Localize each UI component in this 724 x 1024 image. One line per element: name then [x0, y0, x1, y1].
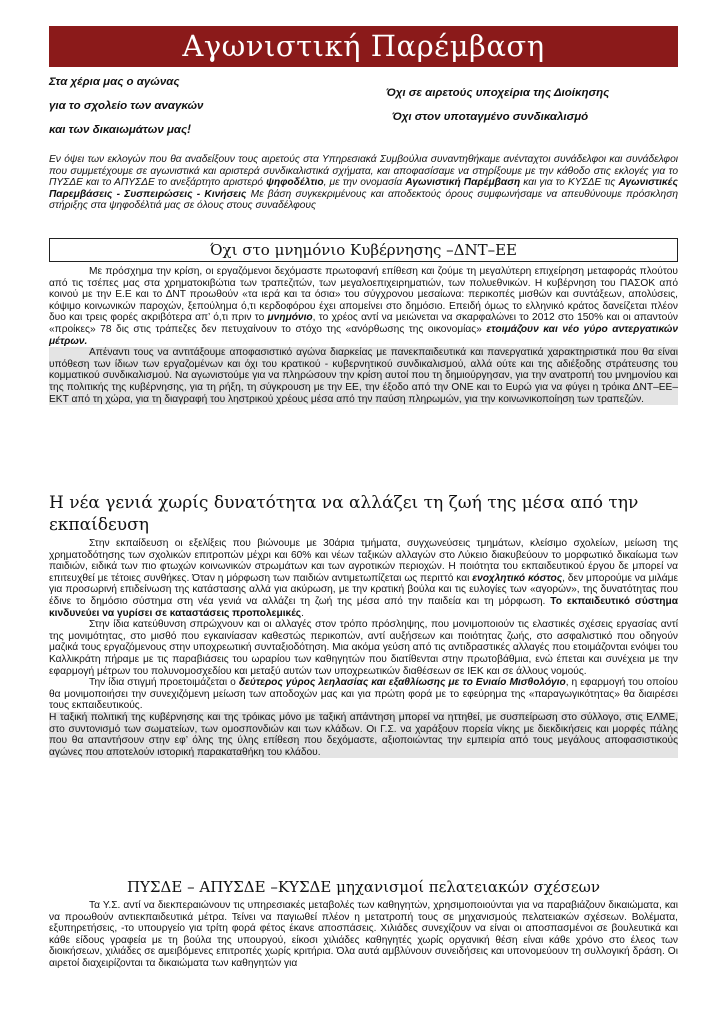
paragraph: Απέναντι τους να αντιτάξουμε αποφασιστικό αγώνα διαρκείας με πανεκπαιδευτικά και πανεργατικά χαρακτηριστικά που θα είναι υπόθεση των ίδιων των εργαζομένων και όχι του κρατικού - κυβερνητικού συνδικαλισμού, αλλά ούτε και της αδιέξοδης στράτευσης του κομματικού συνδικαλισμού. Να αγωνιστούμε για να πληρώσουν την κρίση αυτοί που τη δημιούργησαν, για την ανατροπή του μνημονίου και της πολιτικής της κυβέρνησης, για τη ρήξη, τη σύγκρουση με την ΕΕ, την έξοδο από την ΟΝΕ και το Ευρώ για να φύγει η τρόικα ΔΝΤ–ΕΕ–ΕΚΤ από τη χώρα, για τη διαγραφή του ληστρικού χρέους μέσα από την παύση πληρωμών, για την κοινωνικοποίηση των τραπεζών. [49, 347, 678, 405]
slogan-left [49, 70, 349, 142]
slogan-line: Όχι σε αιρετούς υποχείρια της Διοίκησης [386, 87, 610, 99]
slogan-line: Όχι στον υποταγμένο συνδικαλισμό [392, 111, 589, 123]
section-body-councils [49, 900, 678, 970]
slogan-right [386, 81, 686, 129]
slogan-line: Στα χέρια μας ο αγώνας [49, 76, 180, 88]
section-body-education [49, 538, 678, 758]
section-title-memorandum: Όχι στο μνημόνιο Κυβέρνησης –ΔΝΤ–ΕΕ [49, 238, 678, 262]
masthead-title: Αγωνιστική Παρέμβαση [49, 26, 678, 67]
paragraph: Την ίδια στιγμή προετοιμάζεται ο δεύτερος γύρος λεηλασίας και εξαθλίωσης με το Ενιαίο Μισθολόγιο, η εφαρμογή του οποίου θα μονιμοποιήσει την συνεχιζόμενη μείωση των αποδοχών μας και για πρώτη φορά με το εφεύρημα της «παραγωγικότητας» θα διαιρέσει τους εκπαιδευτικούς. [49, 677, 678, 712]
paragraph: Στην εκπαίδευση οι εξελίξεις που βιώνουμε με 30άρια τμήματα, συγχωνεύσεις τμημάτων, κλείσιμο σχολείων, μείωση της χρηματοδότησης των σχολικών επιτροπών μέχρι και 60% και νέων ταξικών αλλαγών στο Λύκειο διακυβεύουν το μορφωτικό δικαίωμα των παιδιών, ειδικά των πιο φτωχών κοινωνικών στρωμάτων και των αγροτικών περιοχών. Η ποιότητα του εκπαιδευτικού έργου δε μπορεί να επιτευχθεί με τέτοιες συνθήκες. Όταν η μόρφωση των παιδιών αντιμετωπίζεται ως περιττό και ενοχλητικό κόστος, δεν μπορούμε να μιλάμε για προσωρινή επιδείνωση της κατάστασης αλλά για ακύρωση, με την κρατική βούλα και τις ευλογίες των «αγορών», της δυνατότητας που έδινε το δημόσιο σύστημα στη νέα γενιά να αλλάζει τη ζωή της μέσα από την παιδεία και τη μόρφωση. Το εκπαιδευτικό σύστημα κινδυνεύει να γυρίσει σε καταστάσεις προπολεμικές. [49, 538, 678, 619]
paragraph: Στην ίδια κατεύθυνση σπρώχνουν και οι αλλαγές στον τρόπο πρόσληψης, που μονιμοποιούν τις ελαστικές σχέσεις εργασίας αντί της μονιμότητας, στο μισθό που εγκαινίασαν καθεστώς περικοπών, αντί αυξήσεων και ποιότητας ζωής, στο ασφαλιστικό που οδηγούν μαζικά τους εργαζόμενους στην υποχρεωτική συνταξιοδότηση. Μια ακόμα γεύση από τις αντιδραστικές αλλαγές που ετοιμάζονται ενόψει του Καλλικράτη πήραμε με τις παραβιάσεις του ωραρίου των καθηγητών που διατίθενται στην πρωτοβάθμια, ενώ έπεται και συνέχεια με την εφαρμογή μέτρων του πολυνομοσχεδίου και μεταξύ αυτών των υποχρεωτικών διαθέσεων σε ΙΕΚ και σε άλλους νομούς. [49, 619, 678, 677]
slogan-line: και των δικαιωμάτων μας! [49, 124, 191, 136]
slogan-line: για το σχολείο των αναγκών [49, 100, 204, 112]
paragraph: Με πρόσχημα την κρίση, οι εργαζόμενοι δεχόμαστε πρωτοφανή επίθεση και ζούμε τη μεγαλύτερη επιχείρηση μεταφοράς πλούτου από τις τσέπες μας στα χρηματοκιβώτια των τραπεζιτών, των μεγαλοεπιχειρηματιών, των πολυεθνικών. Η κυβέρνηση του ΠΑΣΟΚ από κοινού με την Ε.Ε και το ΔΝΤ προωθούν «τα ιερά και τα όσια» του σύγχρονου μεσαίωνα: περικοπές μισθών και συντάξεων, απολύσεις, κόψιμο κοινωνικών παροχών, ξεπούλημα ό,τι κερδοφόρου έχει απομείνει στο δημόσιο. Επειδή όμως το ελληνικό κράτος δανείζεται πλέον δυο και τρεις φορές ακριβότερα απ’ ό,τι πριν το μνημόνιο, το χρέος αντί να μειώνεται να σκαρφαλώνει το 2012 στο 150% και οι απαντούν «προίκες» 78 δις στις τράπεζες δεν πετυχαίνουν το στόχο της «ανόρθωσης της οικονομίας» ετοιμάζουν και νέο γύρο αντεργατικών μέτρων. [49, 266, 678, 347]
section-title-education: Η νέα γενιά χωρίς δυνατότητα να αλλάζει τη ζωή της μέσα από την εκπαίδευση [49, 493, 639, 535]
paragraph: Τα Υ.Σ. αντί να διεκπεραιώνουν τις υπηρεσιακές μεταβολές των καθηγητών, χρησιμοποιούνται για να παραβιάζουν δικαιώματα, και να προωθούν αντιεκπαιδευτικά μέτρα. Τείνει να παγιωθεί πλέον η μετατροπή τους σε μηχανισμούς πελατειακών σχέσεων. Βολέματα, εξυπηρετήσεις, -το υπουργείο για τρίτη φορά φέτος έκανε αποσπάσεις. Χιλιάδες συνεχίζουν να είναι οι αποσπασμένοι σε βουλευτικά και κάθε είδους γραφεία με τη βούλα της υπουργού, είκοσι χιλιάδες καθηγητές χωρίς οργανική θέση είναι κάθε χρόνο στο έλεος των διοικήσεων, χιλιάδες σε αμειβόμενες επιτροπές χωρίς κριτήρια. Όλα αυτά αμβλύνουν συνειδήσεις και υπονομεύουν τη συλλογική δράση. Οι αιρετοί διαχειρίζονται τα δικαιώματα των καθηγητών για [49, 900, 678, 969]
section-body-memorandum [49, 266, 678, 405]
intro-paragraph: Εν όψει των εκλογών που θα αναδείξουν τους αιρετούς στα Υπηρεσιακά Συμβούλια συναντηθήκαμε ανένταχτοι συνάδελφοι και συνάδελφοι που συμμετέχουμε σε αγωνιστικά και αριστερά συνδικαλιστικά σχήματα, και αποφασίσαμε να στηρίξουμε με την κάθοδο στις εκλογές για το ΠΥΣΔΕ και το ΑΠΥΣΔΕ το ανεξάρτητο αριστερό ψηφοδέλτιο, με την ονομασία Αγωνιστική Παρέμβαση και για το ΚΥΣΔΕ τις Αγωνιστικές Παρεμβάσεις - Συσπειρώσεις - Κινήσεις Με βάση συγκεκριμένους και αποδεκτούς όρους συμφωνήσαμε να απευθύνουμε πρόσκληση στήριξης στα ψηφοδέλτιά μας σε όλους στους συναδέλφους [49, 154, 678, 212]
section-title-councils: ΠΥΣΔΕ – ΑΠΥΣΔΕ –ΚΥΣΔΕ μηχανισμοί πελατειακών σχέσεων [126, 878, 601, 896]
paragraph: Η ταξική πολιτική της κυβέρνησης και της τρόικας μόνο με ταξική απάντηση μπορεί να ηττηθεί, με συσπείρωση στο σύλλογο, στις ΕΛΜΕ, στο συντονισμό των σωματείων, των ομοσπονδιών και των κλάδων. Οι Γ.Σ. να χαράξουν πορεία νίκης με διεκδικήσεις και μορφές πάλης που θα απαντήσουν στην εφ’ όλης της ύλης επίθεση που δεχόμαστε, αξιοποιώντας την εμπειρία από τους μεγάλους αποφασιστικούς αγώνες που αποτελούν ιστορική παρακαταθήκη του κλάδου. [49, 711, 678, 758]
